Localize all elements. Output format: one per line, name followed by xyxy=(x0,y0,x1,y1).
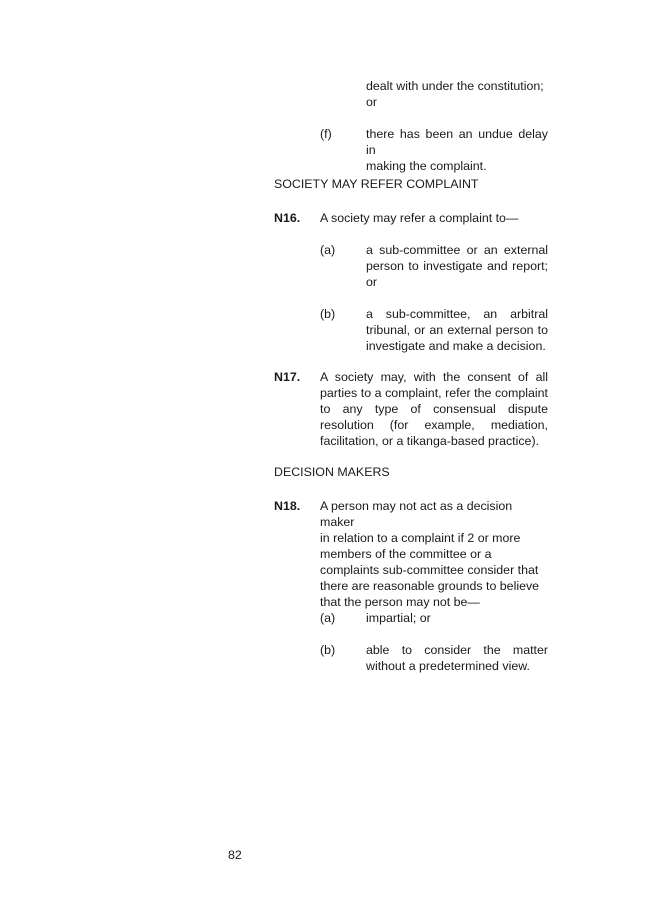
item-label-a: (a) xyxy=(320,243,336,257)
n16-item-b-text xyxy=(366,306,548,354)
item-label-f: (f) xyxy=(320,127,332,141)
section-heading-refer: SOCIETY MAY REFER COMPLAINT xyxy=(274,177,479,191)
text-line: dealt with under the constitution; xyxy=(366,79,544,93)
text-line: able to consider the matter xyxy=(366,643,548,657)
text-line: or xyxy=(366,275,378,289)
text-line: parties to a complaint, refer the complaint xyxy=(320,386,548,400)
clause-number-n16: N16. xyxy=(274,211,301,225)
text-line: or xyxy=(366,95,378,109)
text-line: resolution (for example, mediation, xyxy=(320,418,548,432)
continued-item-text xyxy=(366,78,548,110)
text-line: there are reasonable grounds to believe xyxy=(320,579,540,593)
text-line: making the complaint. xyxy=(366,159,487,173)
text-line: A person may not act as a decision maker xyxy=(320,499,513,529)
item-f-text xyxy=(366,126,548,174)
n18-item-a-text xyxy=(366,610,548,626)
text-line: impartial; or xyxy=(366,611,431,625)
item-label-a: (a) xyxy=(320,611,336,625)
text-line: person to investigate and report; xyxy=(366,259,548,273)
section-heading-decision: DECISION MAKERS xyxy=(274,465,390,479)
text-line: tribunal, or an external person to xyxy=(366,323,548,337)
n18-item-b-text xyxy=(366,642,548,674)
clause-text-n17 xyxy=(320,369,548,449)
text-line: investigate and make a decision. xyxy=(366,339,546,353)
text-line: complaints sub-committee consider that xyxy=(320,563,539,577)
page-number: 82 xyxy=(228,848,242,862)
text-line: a sub-committee, an arbitral xyxy=(366,307,548,321)
item-label-b: (b) xyxy=(320,643,336,657)
text-line: members of the committee or a xyxy=(320,547,492,561)
text-line: a sub-committee or an external xyxy=(366,243,548,257)
clause-number-n18: N18. xyxy=(274,499,301,513)
text-line: in relation to a complaint if 2 or more xyxy=(320,531,521,545)
text-line: there has been an undue delay in xyxy=(366,127,548,157)
text-line: to any type of consensual dispute xyxy=(320,402,548,416)
item-label-b: (b) xyxy=(320,307,336,321)
n16-item-a-text xyxy=(366,242,548,290)
text-line: facilitation, or a tikanga-based practice). xyxy=(320,434,540,448)
clause-text-n18 xyxy=(320,498,548,610)
clause-text-n16: A society may refer a complaint to— xyxy=(320,211,519,225)
text-line: that the person may not be— xyxy=(320,595,480,609)
clause-number-n17: N17. xyxy=(274,370,301,384)
text-line: A society may, with the consent of all xyxy=(320,370,548,384)
text-line: without a predetermined view. xyxy=(366,659,530,673)
